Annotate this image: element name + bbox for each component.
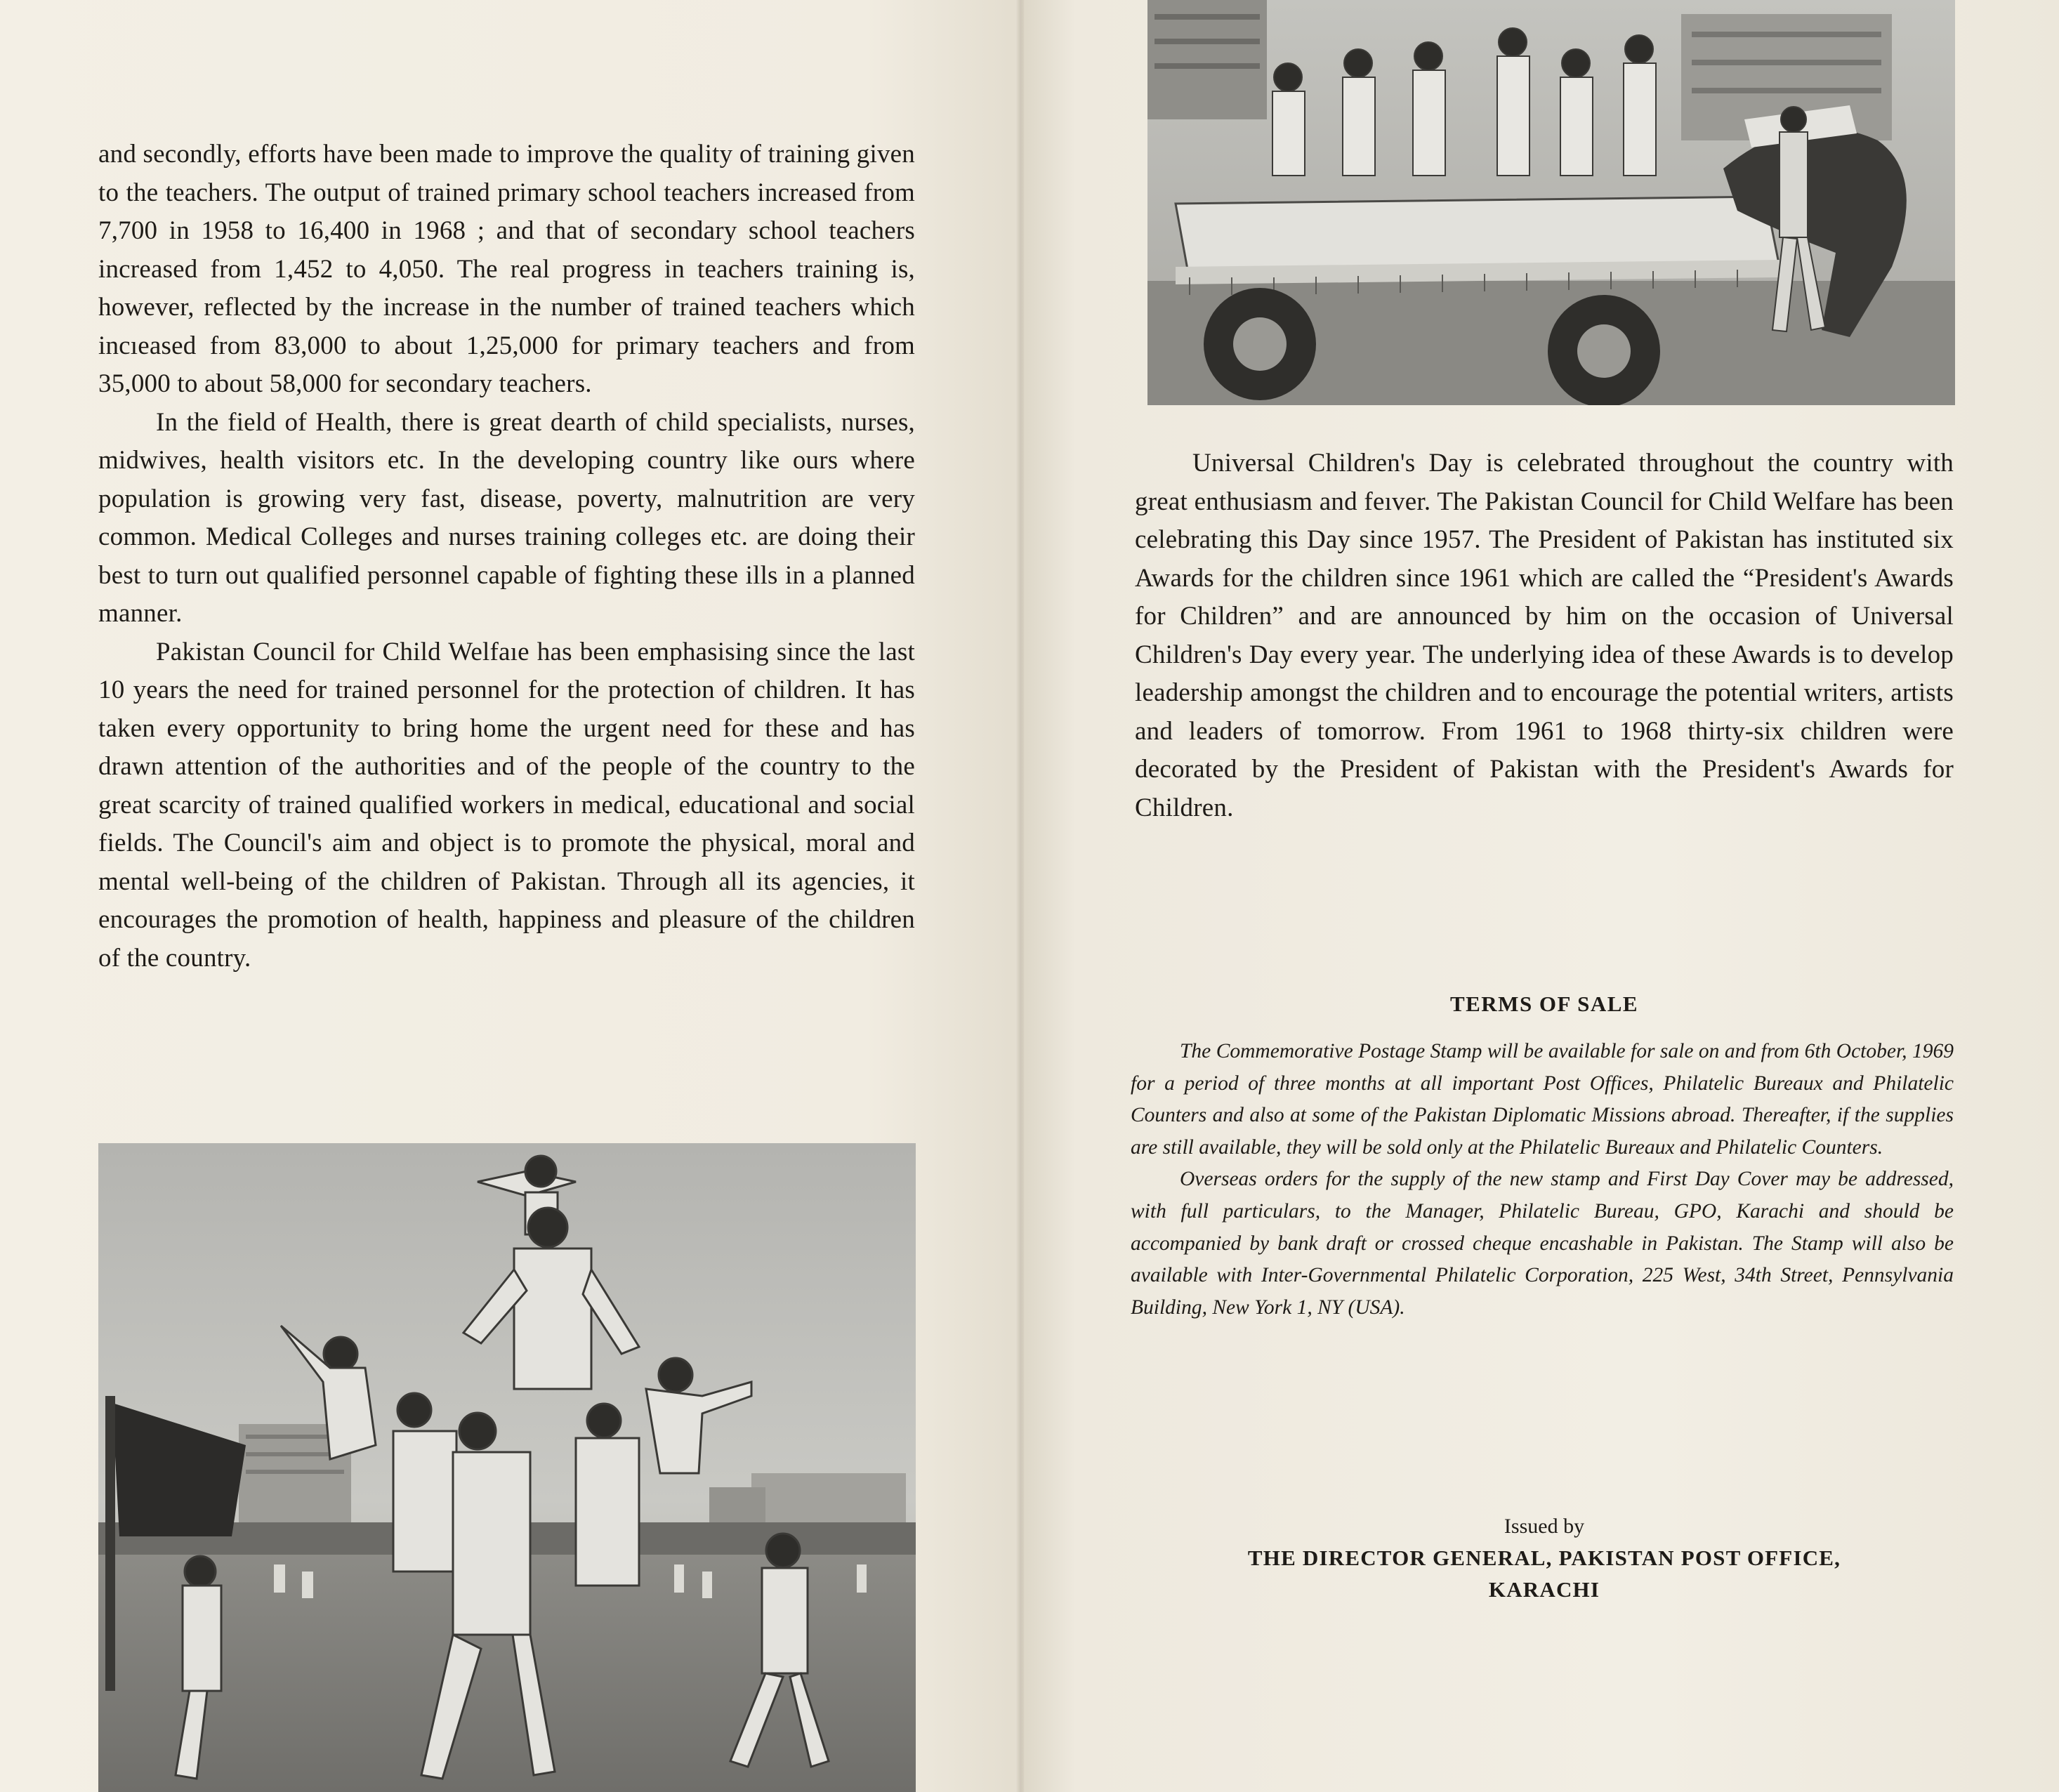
right-page bbox=[1024, 0, 2059, 1792]
left-page bbox=[0, 0, 1020, 1792]
human-pyramid-photo bbox=[98, 1143, 916, 1792]
left-paragraph-council: Pakistan Council for Child Welfaıe has been emphasising since the last 10 years the need for trained personnel for the protection of children. It has taken every opportunity to bring home the urgent need for these and has drawn attention of the authorities and of the people of the country to the great scarcity of trained qualified workers in medical, educational and social fields. The Council's aim and object is to promote the physical, moral and mental well-being of the children of Pakistan. Through all its agencies, it encourages the promotion of health, happiness and pleasure of the children of the country. bbox=[98, 637, 915, 973]
human-pyramid-photo-image bbox=[98, 1143, 916, 1792]
terms-of-sale-title: TERMS OF SALE bbox=[1449, 991, 1639, 1016]
issued-by-label: Issued by bbox=[1504, 1515, 1585, 1538]
left-paragraph-health: In the field of Health, there is great dearth of child specialists, nurses, midwives, health visitors etc. In the developing country like ours where population is growing very fast, disease, poverty, malnutrition are very common. Medical Colleges and nurses training colleges etc. are doing their best to turn out qualified personnel capable of fighting these ills in a planned manner. bbox=[98, 407, 915, 628]
right-page-text bbox=[1135, 444, 1954, 827]
children-float-photo bbox=[1147, 0, 1955, 405]
left-paragraph-teachers: and secondly, efforts have been made to improve the quality of training given to the teachers. The output of trained primary school teachers increased from 7,700 in 1958 to 16,400 in 1968 ; and that of secondary school teachers increased from 1,452 to 4,050. The real progress in teachers training is, however, reflected by the increase in the number of trained teachers which incıeased from 83,000 to about 1,25,000 for primary teachers and from 35,000 to about 58,000 for secondary teachers. bbox=[98, 140, 915, 398]
terms-paragraph-availability: The Commemorative Postage Stamp will be available for sale on and from 6th October, 1969 for a period of three months at all important Post Offices, Philatelic Bureaux and Philatelic Counters and also at some of the Pakistan Diplomatic Missions abroad. Thereafter, if the supplies are still available, they will be sold only at the Philatelic Bureaux and Philatelic Counters. bbox=[1131, 1040, 1954, 1159]
terms-of-sale-text bbox=[1131, 1036, 1954, 1324]
right-paragraph-childrens-day: Universal Children's Day is celebrated throughout the country with great enthusiasm and feıver. The Pakistan Council for Child Welfare has been celebrating this Day since 1957. The President of Pakistan has instituted six Awards for the children since 1961 which are called the “President's Awards for Children” and are announced by him on the occasion of Universal Children's Day every year. The underlying idea of these Awards is to develop leadership amongst the children and to encourage the potential writers, artists and leaders of tomorrow. From 1961 to 1968 thirty-six children were decorated by the President of Pakistan with the President's Awards for Children. bbox=[1135, 449, 1954, 822]
issuer-name: THE DIRECTOR GENERAL, PAKISTAN POST OFFICE, bbox=[1247, 1546, 1841, 1570]
terms-paragraph-overseas: Overseas orders for the supply of the new stamp and First Day Cover may be addressed, with full particulars, to the Manager, Philatelic Bureau, GPO, Karachi and should be accompanied by bank draft or crossed cheque encashable in Pakistan. The Stamp will also be available with Inter-Governmental Philatelic Corporation, 225 West, 34th Street, Pennsylvania Building, New York 1, NY (USA). bbox=[1131, 1168, 1954, 1319]
children-float-photo-image bbox=[1147, 0, 1955, 405]
issuer-city: KARACHI bbox=[1488, 1577, 1600, 1602]
left-page-text bbox=[98, 136, 915, 977]
